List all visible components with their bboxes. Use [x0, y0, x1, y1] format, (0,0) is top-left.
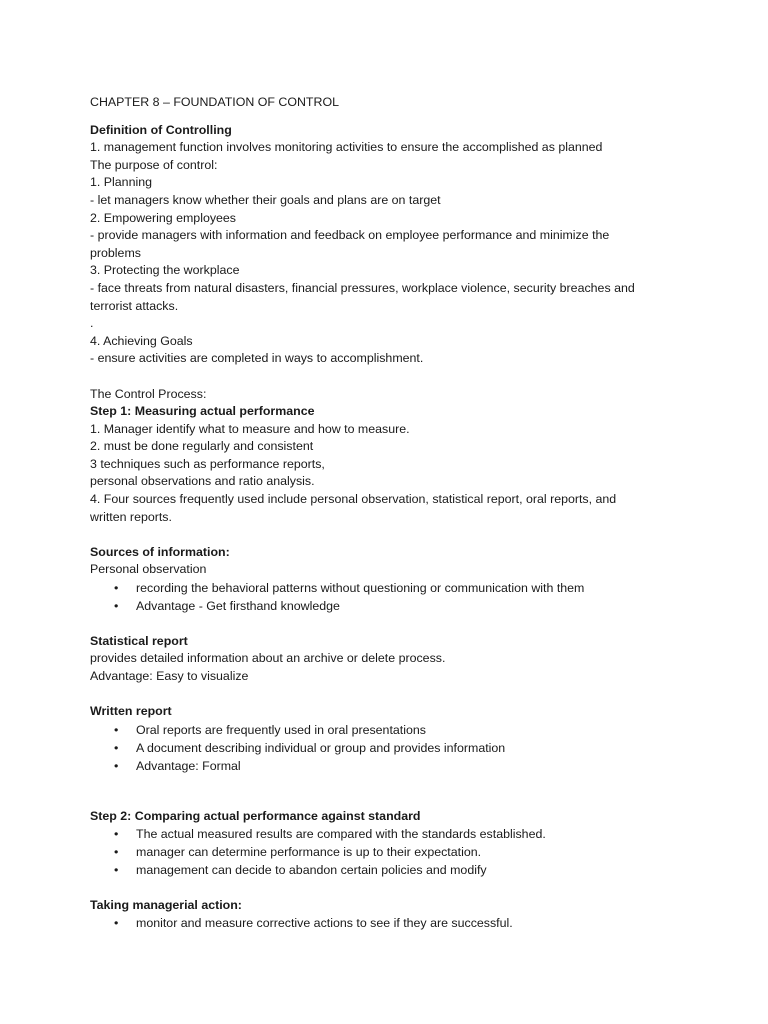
list-item: [90, 825, 708, 843]
purpose-protecting-desc: - face threats from natural disasters, financial pressures, workplace violence, security breaches and terrorist attacks.: [90, 280, 635, 313]
bullet-icon: •: [114, 722, 119, 737]
definition-heading: Definition of Controlling: [90, 122, 232, 137]
statistical-report-heading: Statistical report: [90, 633, 188, 648]
bullet-icon: •: [114, 599, 119, 614]
step1-item-4: 4. Four sources frequently used include personal observation, statistical report, oral reports, and written reports.: [90, 492, 617, 524]
list-item-text: Advantage - Get firsthand knowledge: [136, 599, 340, 614]
bullet-icon: •: [114, 863, 119, 878]
step1-item-3b: personal observations and ratio analysis.: [90, 474, 315, 489]
list-item: [90, 914, 708, 932]
stray-dot: .: [90, 316, 94, 331]
list-item: [90, 757, 708, 775]
bullet-icon: •: [114, 740, 119, 755]
list-item: [90, 861, 708, 879]
bullet-icon: •: [114, 581, 119, 596]
statistical-report-advantage: Advantage: Easy to visualize: [90, 668, 249, 683]
purpose-planning: 1. Planning: [90, 175, 153, 190]
list-item-text: manager can determine performance is up to their expectation.: [136, 845, 482, 860]
purpose-achieving-desc: - ensure activities are completed in ways to accomplishment.: [90, 351, 424, 366]
step1-item-1: 1. Manager identify what to measure and how to measure.: [90, 421, 410, 436]
bullet-icon: •: [114, 845, 119, 860]
purpose-empowering: 2. Empowering employees: [90, 210, 237, 225]
list-item-text: management can decide to abandon certain policies and modify: [136, 863, 487, 878]
managerial-action-heading: Taking managerial action:: [90, 897, 242, 912]
chapter-title: CHAPTER 8 – FOUNDATION OF CONTROL: [90, 95, 339, 109]
step2-heading: Step 2: Comparing actual performance against standard: [90, 808, 421, 823]
control-process-heading: The Control Process:: [90, 386, 207, 401]
definition-text: 1. management function involves monitoring activities to ensure the accomplished as planned: [90, 140, 603, 155]
purpose-protecting: 3. Protecting the workplace: [90, 263, 240, 278]
step1-heading: Step 1: Measuring actual performance: [90, 404, 315, 419]
written-report-heading: Written report: [90, 704, 172, 718]
list-item-text: Oral reports are frequently used in oral presentations: [136, 722, 426, 737]
list-item-text: recording the behavioral patterns without questioning or communication with them: [136, 581, 585, 596]
list-item-text: A document describing individual or group and provides information: [136, 740, 506, 755]
list-item-text: The actual measured results are compared with the standards established.: [136, 827, 546, 842]
purpose-planning-desc: - let managers know whether their goals and plans are on target: [90, 192, 441, 207]
statistical-report-text: provides detailed information about an archive or delete process.: [90, 651, 446, 666]
purpose-achieving: 4. Achieving Goals: [90, 333, 193, 348]
bullet-icon: •: [114, 758, 119, 773]
step1-item-3a: 3 techniques such as performance reports,: [90, 456, 325, 471]
list-item-text: monitor and measure corrective actions to see if they are successful.: [136, 916, 513, 931]
list-item: [90, 597, 708, 615]
step1-item-2: 2. must be done regularly and consistent: [90, 439, 314, 454]
list-item-text: Advantage: Formal: [136, 758, 241, 773]
list-item: [90, 721, 708, 739]
purpose-empowering-desc: - provide managers with information and feedback on employee performance and minimize the problems: [90, 228, 610, 260]
sources-heading: Sources of information:: [90, 544, 230, 559]
list-item: [90, 739, 708, 757]
list-item: [90, 843, 708, 861]
purpose-heading: The purpose of control:: [90, 157, 218, 172]
list-item: [90, 579, 708, 597]
personal-observation-heading: Personal observation: [90, 562, 207, 577]
bullet-icon: •: [114, 827, 119, 842]
bullet-icon: •: [114, 916, 119, 931]
